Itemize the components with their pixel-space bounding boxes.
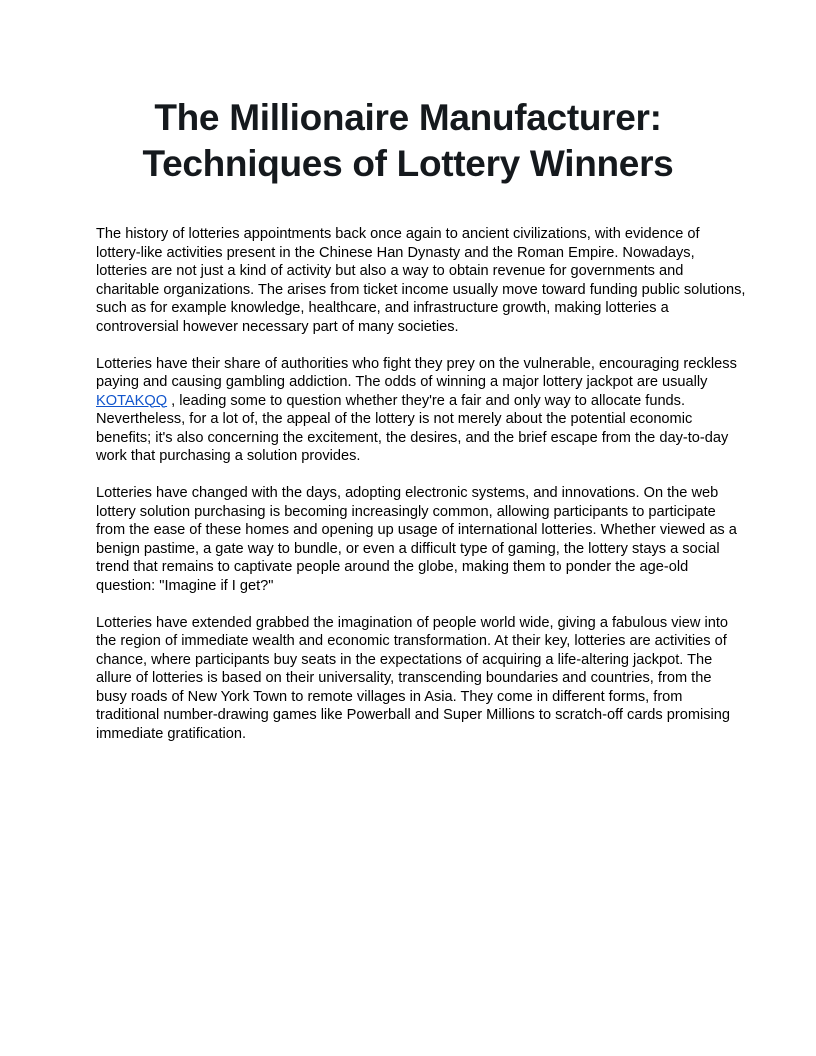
text-line: from the ease of these homes and opening up usage of international lotteries. Whether viewed as a	[96, 522, 737, 538]
title-line: Techniques of Lottery Winners	[142, 143, 674, 184]
text-line: allure of lotteries is based on their universality, transcending boundaries and countries, from the	[96, 670, 712, 686]
text-line: question: "Imagine if I get?"	[96, 577, 274, 594]
text-line: Nevertheless, for a lot of, the appeal of the lottery is not merely about the potential economic	[96, 411, 693, 427]
paragraph-authorities	[96, 355, 737, 466]
page-title	[96, 95, 720, 187]
text-line: work that purchasing a solution provides.	[96, 448, 361, 464]
text-line: lottery solution purchasing is becoming increasingly common, allowing participants to participate	[96, 503, 716, 520]
text-line: charitable organizations. The arises from ticket income usually move toward funding public solutions,	[96, 281, 746, 298]
text-line: The history of lotteries appointments back once again to ancient civilizations, with evidence of	[96, 226, 700, 242]
text-line: benign pastime, a gate way to bundle, or even a difficult type of gaming, the lottery stays a social	[96, 540, 720, 557]
text-line: benefits; it's also concerning the excitement, the desires, and the brief escape from the day-to-day	[96, 429, 729, 446]
text-line: lotteries are not just a kind of activity but also a way to obtain revenue for governments and	[96, 263, 684, 279]
text-line-with-link	[96, 392, 724, 411]
paragraph-evolution	[96, 484, 737, 595]
title-line: The Millionaire Manufacturer:	[154, 97, 662, 138]
text-line: immediate gratification.	[96, 725, 247, 742]
text-line: chance, where participants buy seats in the expectations of acquiring a life-altering jackpot. The	[96, 651, 713, 668]
document-body	[96, 225, 746, 762]
text-line: lottery-like activities present in the Chinese Han Dynasty and the Roman Empire. Nowadays,	[96, 244, 695, 261]
text-line: busy roads of New York Town to remote villages in Asia. They come in different forms, from	[96, 688, 683, 705]
link-line-rest: , leading some to question whether they're a fair and only way to allocate funds.	[167, 392, 686, 409]
text-line: Lotteries have changed with the days, adopting electronic systems, and innovations. On the web	[96, 485, 719, 501]
text-line: traditional number-drawing games like Powerball and Super Millions to scratch-off cards promising	[96, 707, 731, 723]
paragraph-imagination	[96, 614, 731, 744]
text-line: Lotteries have their share of authorities who fight they prey on the vulnerable, encouraging reckless	[96, 355, 737, 372]
text-line: paying and causing gambling addiction. The odds of winning a major lottery jackpot are usually	[96, 374, 708, 390]
text-line: the region of immediate wealth and economic transformation. At their key, lotteries are activities of	[96, 633, 727, 649]
text-line: trend that remains to captivate people around the globe, making them to ponder the age-old	[96, 559, 689, 575]
text-line: such as for example knowledge, healthcare, and infrastructure growth, making lotteries a	[96, 300, 669, 316]
kotakqq-link[interactable]: KOTAKQQ	[96, 392, 168, 409]
text-line: controversial however necessary part of many societies.	[96, 318, 459, 335]
text-line: Lotteries have extended grabbed the imagination of people world wide, giving a fabulous view into	[96, 614, 728, 631]
paragraph-history	[96, 225, 746, 336]
